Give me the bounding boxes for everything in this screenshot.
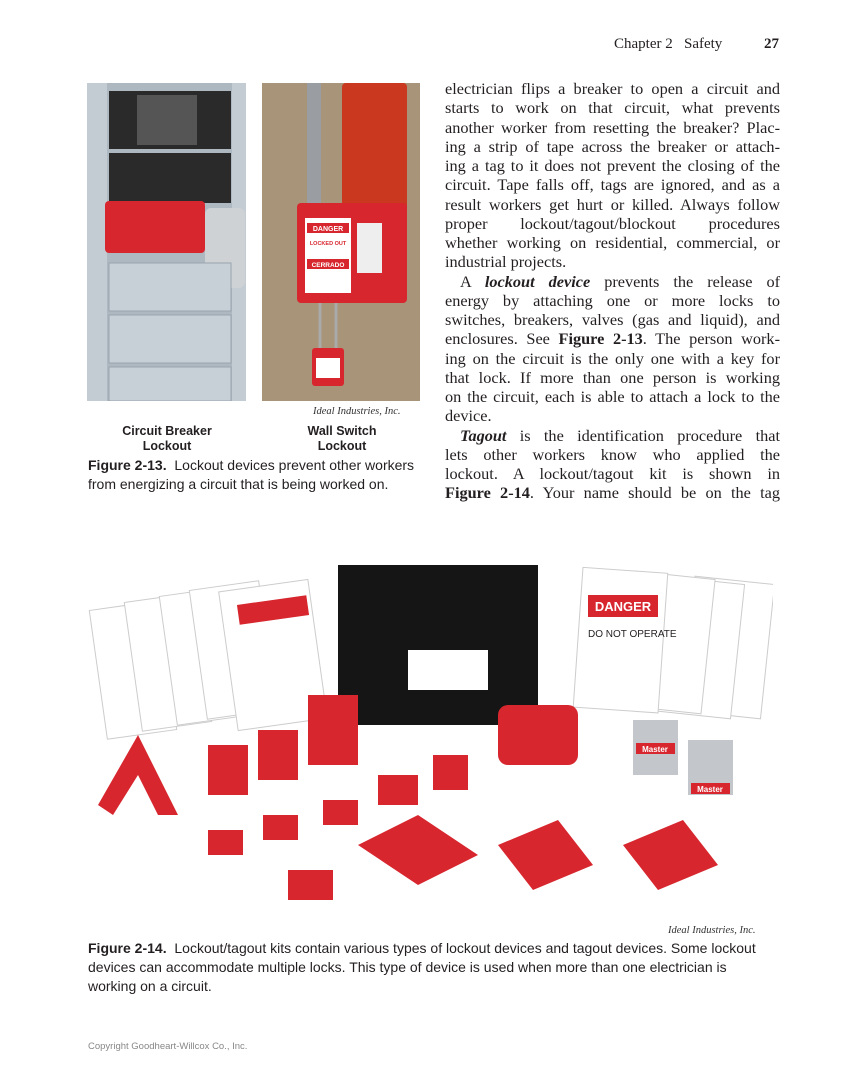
figure-number: Figure 2-13. bbox=[88, 457, 167, 473]
padlock-brand-text: Master bbox=[642, 745, 668, 754]
label-line: Circuit Breaker bbox=[122, 424, 212, 438]
text-run: ing on the circuit is the only one with a key for bbox=[445, 348, 780, 368]
caption-text: Lockout devices prevent other workers from energizing a circuit that is being worked on. bbox=[88, 457, 418, 492]
text-line bbox=[445, 175, 780, 194]
text-run: . The person work- bbox=[642, 329, 780, 349]
figure-2-14-credit: Ideal Industries, Inc. bbox=[668, 925, 756, 936]
text-run: . Your name should be on the tag bbox=[529, 483, 780, 503]
text-run: whether working on residential, commercial, or bbox=[445, 233, 780, 252]
tag-danger-text: DANGER bbox=[312, 226, 344, 233]
emphasized-term: lockout device bbox=[484, 271, 591, 291]
padlock-brand-text: Master bbox=[697, 785, 723, 794]
figure-2-13-caption bbox=[88, 456, 428, 494]
text-run: ing a tag to it does not prevent the closing of the bbox=[445, 156, 780, 175]
label-line: Lockout bbox=[142, 439, 192, 453]
text-run: A bbox=[460, 271, 485, 291]
text-run: circuit. Tape falls off, tags are ignored, and as a bbox=[445, 175, 780, 195]
label-line: Wall Switch bbox=[307, 424, 377, 438]
text-line bbox=[445, 79, 780, 98]
text-line bbox=[445, 310, 780, 329]
text-line bbox=[445, 195, 780, 214]
text-run: another worker from resetting the breaker? Plac- bbox=[445, 117, 780, 137]
figure-2-13-credit: Ideal Industries, Inc. bbox=[313, 406, 401, 417]
text-line bbox=[445, 252, 780, 271]
text-run: industrial projects. bbox=[445, 252, 567, 272]
figure-number: Figure 2-14. bbox=[88, 940, 167, 956]
emphasized-term: Figure 2-13 bbox=[558, 329, 643, 349]
text-line bbox=[445, 214, 780, 233]
text-line bbox=[445, 233, 780, 252]
text-run: is the identification procedure that bbox=[506, 425, 780, 445]
running-header: Chapter 2 Safety bbox=[614, 36, 723, 52]
text-line bbox=[445, 483, 780, 502]
text-run: enclosures. See bbox=[445, 329, 559, 349]
text-run: prevents the release of bbox=[590, 271, 781, 291]
copyright-footer: Copyright Goodheart-Willcox Co., Inc. bbox=[88, 1041, 248, 1052]
text-run: lockout. A lockout/tagout kit is shown in bbox=[445, 464, 780, 483]
text-run: device. bbox=[445, 406, 492, 426]
wall-switch-lockout-photo bbox=[262, 83, 420, 401]
text-line bbox=[445, 118, 780, 137]
text-run: switches, breakers, valves (gas and liquid), and bbox=[445, 310, 780, 329]
text-run: that lock. If more than one person is working bbox=[445, 367, 780, 387]
text-line bbox=[445, 368, 780, 387]
label-circuit-breaker-lockout bbox=[102, 424, 232, 454]
label-line: Lockout bbox=[317, 439, 367, 453]
text-line bbox=[445, 329, 780, 348]
text-line bbox=[445, 98, 780, 117]
text-line bbox=[445, 349, 780, 368]
text-run: electrician flips a breaker to open a circuit and bbox=[445, 79, 780, 98]
kit-tag-do-not-operate-text: DO NOT OPERATE bbox=[588, 629, 677, 640]
label-wall-switch-lockout bbox=[282, 424, 402, 454]
text-run: lets other workers know who applied the bbox=[445, 444, 780, 464]
emphasized-term: Tagout bbox=[460, 425, 507, 445]
figure-2-14-caption bbox=[88, 939, 778, 996]
tag-cerrado-text: CERRADO bbox=[311, 262, 345, 269]
text-run: energy by attaching one or more locks to bbox=[445, 290, 780, 310]
text-run: ing a strip of tape across the breaker or attach- bbox=[445, 136, 780, 156]
text-line bbox=[445, 406, 780, 425]
emphasized-term: Figure 2-14 bbox=[445, 483, 530, 503]
caption-text: Lockout/tagout kits contain various types of lockout devices and tagout devices. Some lockout devices can accommodate multiple locks. This type of device is used when more than one electrician is working on a circuit. bbox=[88, 940, 760, 994]
text-run: result workers get hurt or killed. Always follow bbox=[445, 194, 780, 214]
text-line bbox=[445, 445, 780, 464]
text-run: proper lockout/tagout/blockout procedures bbox=[445, 213, 780, 233]
tag-locked-out-text: LOCKED OUT bbox=[309, 241, 347, 247]
circuit-breaker-lockout-photo bbox=[87, 83, 246, 401]
text-line bbox=[445, 137, 780, 156]
text-line bbox=[445, 464, 780, 483]
page-number: 27 bbox=[764, 36, 779, 52]
text-line bbox=[445, 272, 780, 291]
text-line bbox=[445, 426, 780, 445]
text-run: starts to work on that circuit, what prevents bbox=[445, 98, 780, 118]
kit-tag-danger-text: DANGER bbox=[594, 599, 652, 614]
lockout-tagout-kit-photo bbox=[88, 545, 773, 920]
text-line bbox=[445, 156, 780, 175]
text-line bbox=[445, 387, 780, 406]
text-line bbox=[445, 291, 780, 310]
text-run: on the circuit, each is able to attach a lock to the bbox=[445, 387, 780, 406]
body-text bbox=[445, 79, 780, 503]
